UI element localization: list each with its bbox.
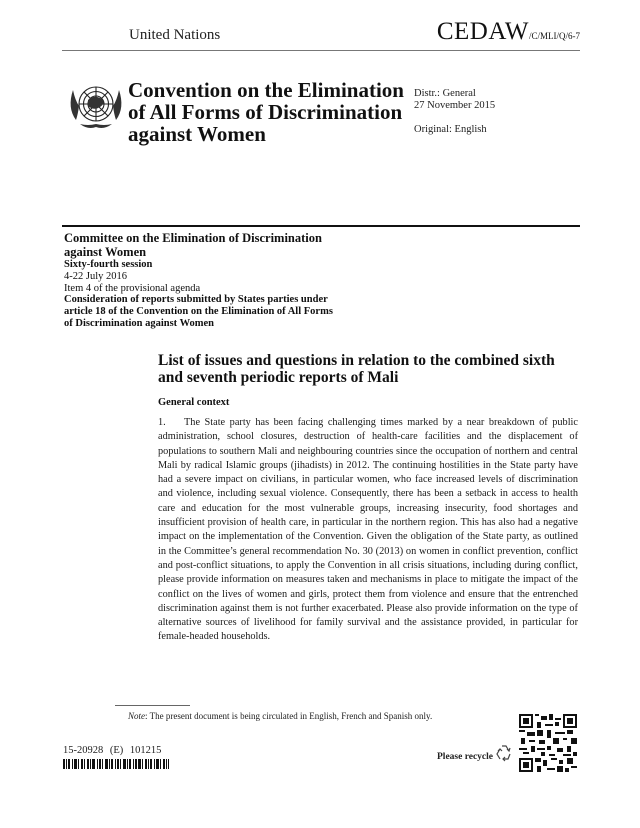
document-title-line: List of issues and questions in relation to the combined sixth <box>158 352 555 369</box>
committee-name: Committee on the Elimination of Discrimination <box>64 231 322 245</box>
recycle-icon <box>493 742 515 764</box>
document-symbol <box>437 18 580 46</box>
un-emblem-icon <box>66 80 126 132</box>
barcode-icon <box>63 759 169 769</box>
paragraph-number: 1. <box>158 417 166 428</box>
document-number <box>63 745 161 756</box>
document-title-line: and seventh periodic reports of Mali <box>158 369 399 386</box>
symbol-suffix: /C/MLI/Q/6-7 <box>529 31 580 41</box>
job-code: 101215 <box>129 745 162 756</box>
distribution-label: Distr.: General <box>414 88 476 99</box>
agenda-item: Item 4 of the provisional agenda <box>64 282 201 294</box>
section-rule <box>62 225 580 227</box>
convention-title-line: against Women <box>128 122 266 146</box>
header-rule <box>62 50 580 51</box>
symbol-main: CEDAW <box>436 18 529 45</box>
committee-block <box>64 231 364 330</box>
session-dates: 4-22 July 2016 <box>64 270 127 282</box>
paragraph-1 <box>158 416 578 645</box>
convention-title-line: of All Forms of Discrimination <box>128 100 403 124</box>
committee-name: against Women <box>64 245 147 259</box>
note-label: Note <box>128 711 145 721</box>
qr-code-icon <box>519 714 577 772</box>
consideration-line: article 18 of the Convention on the Elimination of All Forms <box>64 306 333 318</box>
organization-label: United Nations <box>129 27 221 43</box>
document-title <box>158 352 578 386</box>
section-heading: General context <box>158 397 230 408</box>
job-number: 15-20928 (E) <box>63 745 124 756</box>
consideration-line: of Discrimination against Women <box>64 317 215 329</box>
footnote <box>128 711 432 721</box>
distribution-info <box>414 88 495 112</box>
recycle-label: Please recycle <box>437 752 493 762</box>
consideration-line: Consideration of reports submitted by States parties under <box>64 294 328 306</box>
note-text: : The present document is being circulated in English, French and Spanish only. <box>145 711 433 721</box>
document-date: 27 November 2015 <box>414 100 496 111</box>
paragraph-text: The State party has been facing challenging times marked by a near breakdown of public administration, school closures, destruction of health-care facilities and the displacement of populations to southern Mali and neighbouring countries since the occupation of northern and central Mali by radical Islamic groups (jihadists) in 2012. The continuing hostilities in the State party have had a severe impact on civilians, in particular women, who face increased levels of discrimination and violence, including sexual violence. Consequently, there has been a setback in access to health care and education for the most vulnerable groups, increasing insecurity, food shortages and insufficient provision of health care, in particular in the northern region. This has also had a negative impact on the implementation of the Convention. Given the obligation of the State party, as outlined in the Committee’s general recommendation No. 30 (2013) on women in conflict prevention, conflict and post-conflict situations, to apply the Convention in all crisis situations, including during conflict, please provide information on measures taken and mechanisms in place to mitigate the impact of the conflict on the lives of women and girls, protect them from violence and ensure that the entrenched discrimination against them is not further exacerbated. Please also provide information on the type of alternative sources of livelihood for family survival and the assistance provided, in particular for female-headed households. <box>158 417 578 643</box>
session-label: Sixty-fourth session <box>64 259 153 270</box>
convention-title <box>128 79 408 145</box>
convention-title-line: Convention on the Elimination <box>128 78 404 102</box>
original-language: Original: English <box>414 124 487 135</box>
footnote-rule <box>115 705 190 706</box>
